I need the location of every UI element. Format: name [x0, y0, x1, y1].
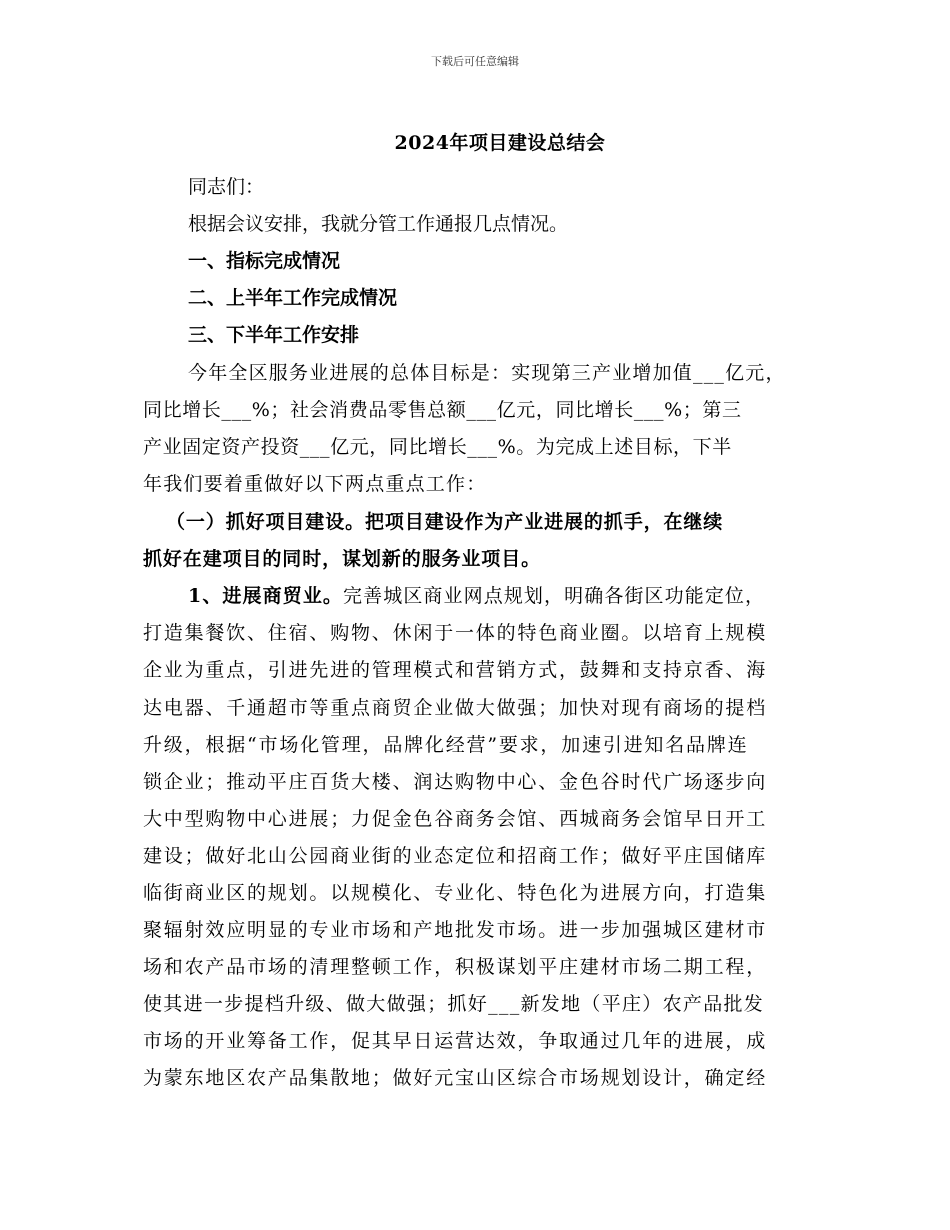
paragraph-line: 场和农产品市场的清理整顿工作，积极谋划平庄建材市场二期工程， [143, 956, 768, 978]
paragraph-line: 企业为重点，引进先进的管理模式和营销方式，鼓舞和支持京香、海 [143, 659, 768, 681]
paragraph-line: 临街商业区的规划。以规模化、专业化、特色化为进展方向，打造集 [143, 882, 768, 904]
page-header-note: 下载后可任意编辑 [431, 55, 519, 68]
paragraph-line-first [188, 583, 765, 609]
paragraph-line: 今年全区服务业进展的总体目标是：实现第三产业增加值___亿元， [188, 362, 786, 384]
subsection-heading-line: 抓好在建项目的同时，谋划新的服务业项目。 [143, 548, 542, 570]
paragraph-line: 打造集餐饮、住宿、购物、休闲于一体的特色商业圈。以培育上规模 [143, 622, 768, 644]
paragraph-line: 产业固定资产投资___亿元，同比增长___%。为完成上述目标，下半 [143, 436, 732, 458]
intro-paragraph: 根据会议安排，我就分管工作通报几点情况。 [188, 213, 569, 235]
paragraph-line: 年我们要着重做好以下两点重点工作： [143, 473, 487, 495]
paragraph-line: 同比增长___%；社会消费品零售总额___亿元，同比增长___%；第三 [143, 399, 742, 421]
paragraph-line: 升级，根据“市场化管理，品牌化经营”要求，加速引进知名品牌连 [143, 734, 749, 756]
paragraph-line: 达电器、千通超市等重点商贸企业做大做强；加快对现有商场的提档 [143, 697, 768, 719]
paragraph-line: 建设；做好北山公园商业街的业态定位和招商工作；做好平庄国储库 [143, 845, 768, 867]
greeting: 同志们： [188, 176, 265, 198]
paragraph-line: 大中型购物中心进展；力促金色谷商务会馆、西城商务会馆早日开工 [143, 808, 768, 830]
section-heading-2: 二、上半年工作完成情况 [188, 287, 398, 309]
paragraph-line: 为蒙东地区农产品集散地；做好元宝山区综合市场规划设计，确定经 [143, 1067, 768, 1089]
paragraph-line: 聚辐射效应明显的专业市场和产地批发市场。进一步加强城区建材市 [143, 919, 768, 941]
section-heading-1: 一、指标完成情况 [188, 250, 341, 272]
section-heading-3: 三、下半年工作安排 [188, 324, 360, 346]
document-title: 2024年项目建设总结会 [394, 132, 606, 154]
paragraph-line: 市场的开业筹备工作，促其早日运营达效，争取通过几年的进展，成 [143, 1030, 768, 1052]
paragraph-line: 使其进一步提档升级、做大做强；抓好___新发地（平庄）农产品批发 [143, 993, 765, 1015]
paragraph-line: 锁企业；推动平庄百货大楼、润达购物中心、金色谷时代广场逐步向 [143, 771, 768, 793]
item-text: 完善城区商业网点规划，明确各街区功能定位， [343, 585, 766, 607]
subsection-heading-line: （一）抓好项目建设。把项目建设作为产业进展的抓手，在继续 [166, 511, 724, 533]
item-lead: 1、进展商贸业。 [188, 585, 344, 607]
